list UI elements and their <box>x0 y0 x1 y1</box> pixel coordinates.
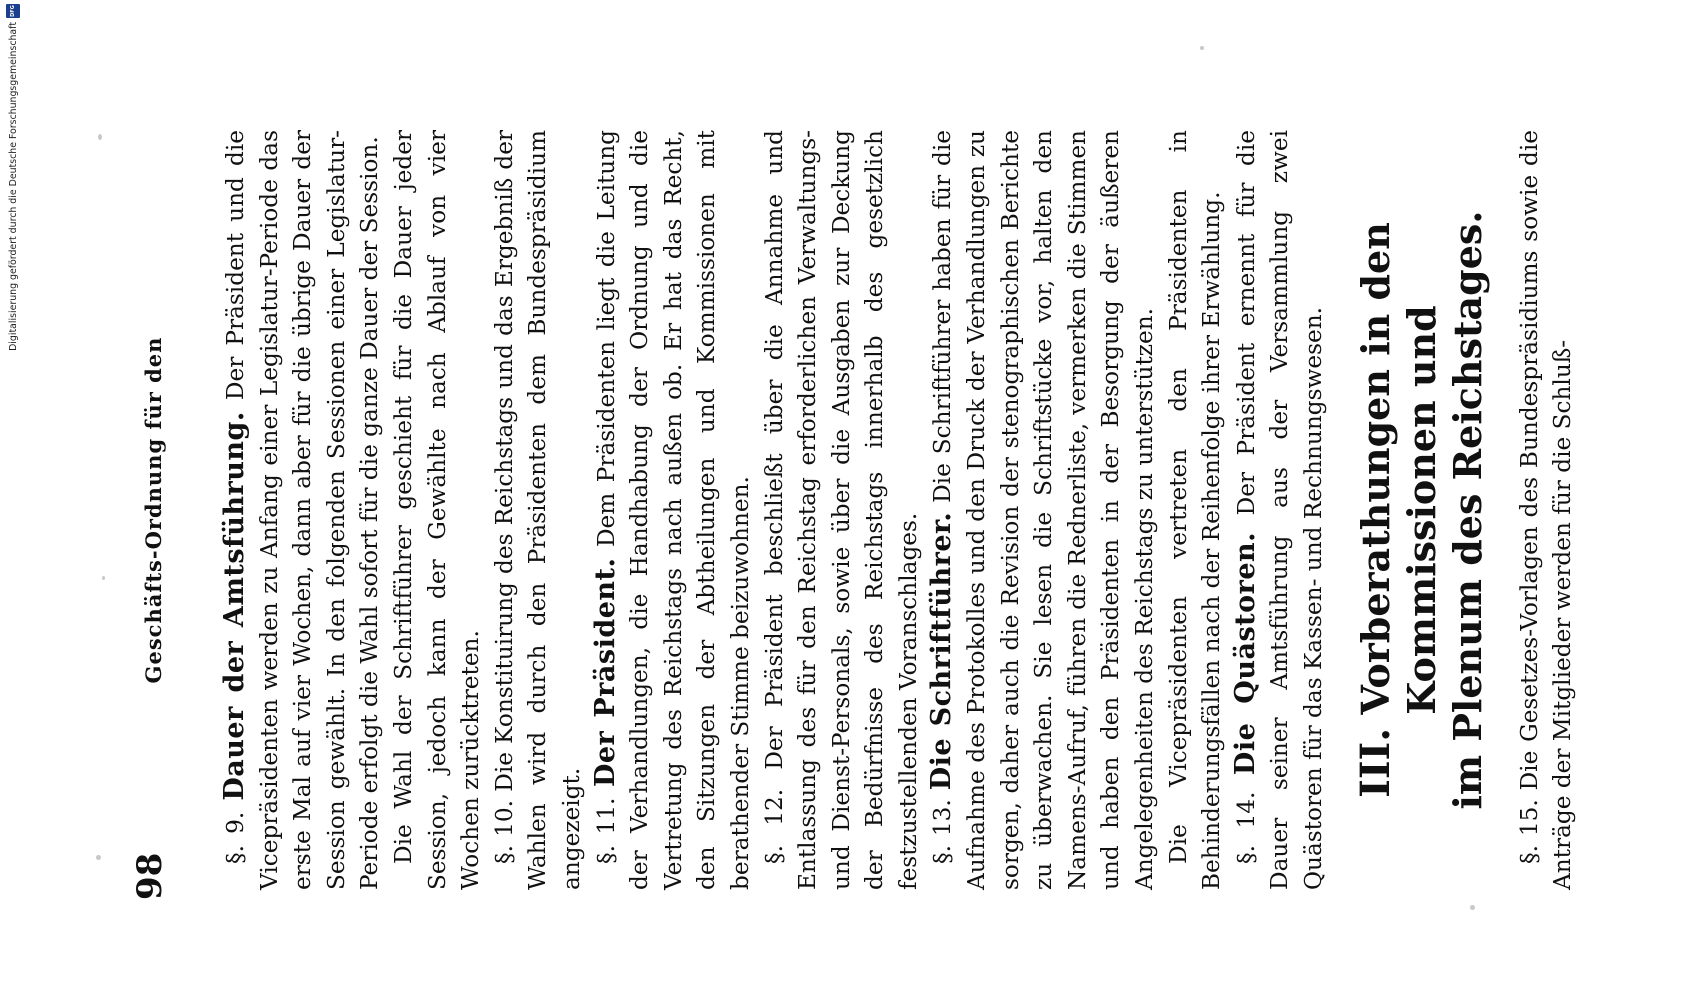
paragraph-section-12 <box>758 130 926 890</box>
paragraph-text: Dem Präsidenten liegt die Leitung der Verhandlungen, die Handhabung der Ordnung und die Vertretung des Reichstags nach außen ob. Er hat das Recht, den Sitzungen der Abtheilungen und Kommissionen mit berathender Stimme beizuwohnen. <box>592 129 754 890</box>
paragraph-text: Die Wahl der Schriftführer geschieht für die Dauer jeder Session, jedoch kann der Gewählte nach Ablauf von vier Wochen zurücktreten. <box>389 130 485 890</box>
running-head <box>130 130 170 900</box>
scan-speck <box>102 576 105 580</box>
paragraph-text: Der Präsident und die Vicepräsidenten werden zu Anfang einer Legislatur-Periode das erste Mal auf vier Wochen, dann aber für die übrige Dauer der Session gewählt. In den folgenden Sessionen einer Legislatur-Periode erfolgt die Wahl sofort für die ganze Dauer der Session. <box>222 130 384 890</box>
section-number: §. 13. <box>929 799 957 864</box>
chapter-number: III. <box>1351 727 1399 798</box>
paragraph-section-10 <box>488 130 589 890</box>
scan-speck <box>1200 46 1204 50</box>
scan-speck <box>1470 905 1475 910</box>
paragraph-text: Die Schriftführer haben für die Aufnahme des Protokolles und den Druck der Verhandlungen zu sorgen, daher auch die Revision der stenographischen Berichte zu überwachen. Sie lesen die Schriftstücke vor, halten den Namens-Aufruf, führen die Rednerliste, vermerken die Stimmen und haben den Präsidenten in der Besorgung der äußeren Angelegenheiten des Reichstags zu unterstützen. <box>929 130 1159 890</box>
chapter-title-line-1: Vorberathungen in den Kommissionen und <box>1352 222 1444 715</box>
paragraph-section-9 <box>218 130 387 890</box>
paragraph-text: Die Konstituirung des Reichstags und das Ergebniß der Wahlen wird durch den Präsidenten dem Bundespräsidium angezeigt. <box>490 130 585 890</box>
dfg-logo-icon: DFG <box>6 4 20 18</box>
section-heading: Die Schriftführer. <box>926 511 958 791</box>
paragraph-text: Die Vicepräsidenten vertreten den Präsidenten in Behinderungsfällen nach der Reihenfolge ihrer Erwählung. <box>1164 130 1226 890</box>
page-text-block <box>130 129 1577 900</box>
paragraph-section-13-cont <box>1162 130 1229 890</box>
paragraph-section-11 <box>589 130 758 890</box>
section-number: §. 14. <box>1232 791 1260 864</box>
section-number: §. 12. <box>760 788 788 864</box>
section-number: §. 10. <box>490 799 518 864</box>
scan-speck <box>96 855 101 860</box>
paragraph-section-15 <box>1513 130 1580 890</box>
section-heading: Die Quästoren. <box>1229 531 1261 776</box>
paragraph-text: Der Präsident ernennt für die Dauer seiner Amtsführung aus der Versammlung zwei Quästoren für das Kassen- und Rechnungswesen. <box>1232 130 1327 890</box>
section-number: §. 9. <box>222 811 249 864</box>
paragraph-text: Die Gesetzes-Vorlagen des Bundespräsidiums sowie die Anträge der Mitglieder werden für die Schluß- <box>1515 130 1577 890</box>
scan-speck <box>98 134 102 140</box>
page-number: 98 <box>130 852 170 900</box>
digitization-credit-text: Digitalisierung gefördert durch die Deutsche Forschungsgemeinschaft <box>7 22 19 351</box>
section-heading: Der Präsident. <box>589 557 621 788</box>
running-head-title: Geschäfts-Ordnung für den <box>141 336 166 684</box>
chapter-heading <box>1353 130 1491 890</box>
paragraph-section-13 <box>925 130 1161 890</box>
section-number: §. 11. <box>592 797 620 864</box>
paragraph-section-9-cont <box>387 130 488 890</box>
chapter-title-line-2: im Plenum des Reichstages. <box>1444 210 1490 810</box>
section-heading: Dauer der Amtsführung. <box>219 411 250 801</box>
digitization-credit <box>6 4 20 351</box>
paragraph-section-14 <box>1229 130 1331 890</box>
paragraph-text: Der Präsident beschließt über die Annahme und Entlassung des für den Reichstag erforderlichen Verwaltungs- und Dienst-Personals, sowie über die Ausgaben zur Deckung der Bedürfnisse des Reichstags innerhalb des gesetzlich festzustellenden Voranschlages. <box>760 130 922 890</box>
section-number: §. 15. <box>1515 799 1543 864</box>
